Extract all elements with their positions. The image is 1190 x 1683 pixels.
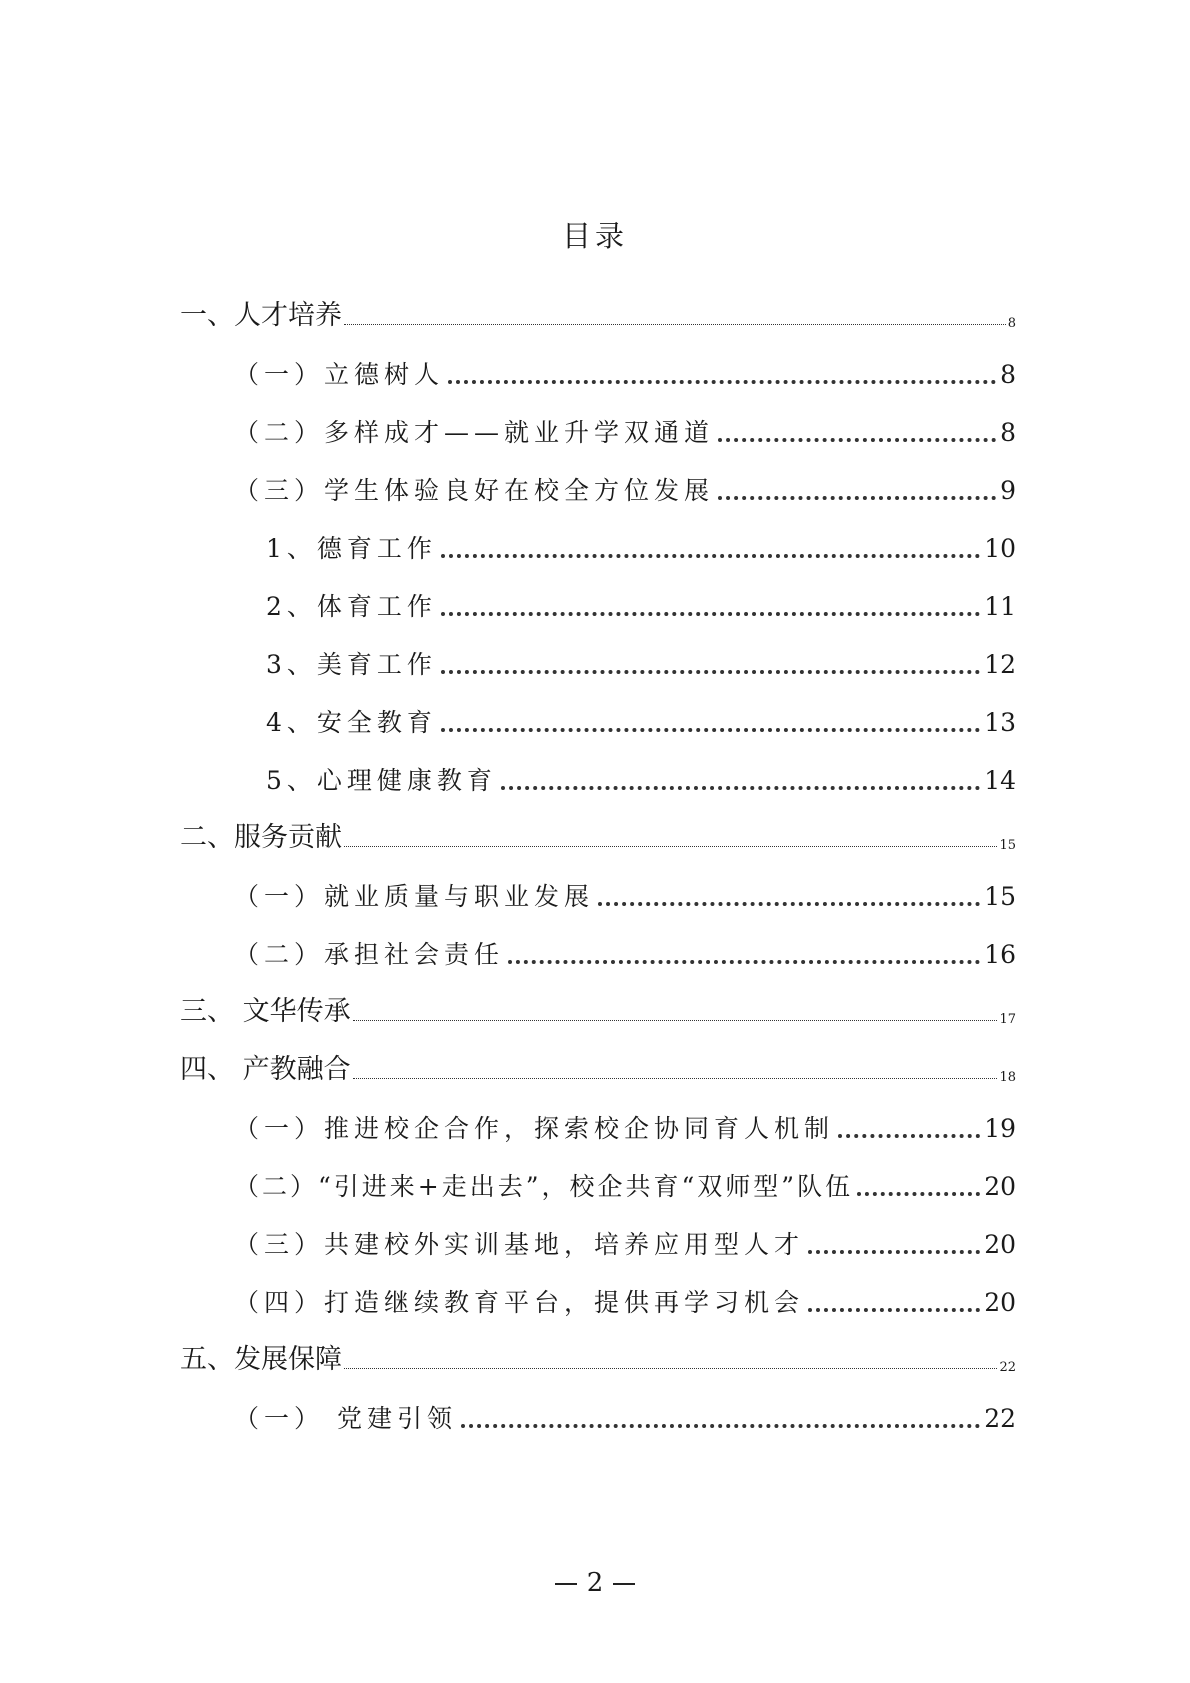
- toc-entry[interactable]: [180, 865, 1016, 913]
- dot-leader: [508, 956, 980, 964]
- toc-entry[interactable]: [180, 1329, 1016, 1377]
- toc-entry-label: 一、人才培养: [180, 300, 342, 331]
- toc-entry-page: 9: [1000, 476, 1016, 505]
- toc-entry[interactable]: [180, 691, 1016, 739]
- toc-entry[interactable]: [180, 285, 1016, 333]
- toc-entry[interactable]: [180, 807, 1016, 855]
- dot-leader: [718, 434, 996, 442]
- toc-entry[interactable]: [180, 517, 1016, 565]
- toc-entry-page: 15: [999, 838, 1016, 853]
- toc-entry-page: 8: [1000, 418, 1016, 447]
- toc-title: 目录: [561, 219, 628, 253]
- toc-entry-label: （二）承担社会责任: [234, 940, 505, 969]
- toc-entry-label: （二）多样成才——就业升学双通道: [234, 418, 715, 447]
- toc-entry[interactable]: [180, 459, 1016, 507]
- toc-entry-page: 18: [999, 1070, 1016, 1085]
- toc-entry[interactable]: [180, 923, 1016, 971]
- toc-entry-page: 20: [984, 1172, 1016, 1201]
- toc-entry[interactable]: [180, 1271, 1016, 1319]
- dot-leader: [344, 322, 1006, 325]
- toc-entry-page: 12: [984, 650, 1016, 679]
- toc-entry-label: 三、 文华传承: [180, 996, 351, 1027]
- page-footer: [0, 1568, 1190, 1598]
- page-number: 2: [586, 1568, 604, 1598]
- dot-leader: [598, 898, 980, 906]
- toc-entry-label: 3、美育工作: [266, 650, 437, 679]
- dot-leader: [353, 1076, 998, 1079]
- dash-right: [613, 1583, 635, 1585]
- dash-left: [555, 1583, 577, 1585]
- toc-entry[interactable]: [180, 981, 1016, 1029]
- toc-entry-label: 4、安全教育: [266, 708, 437, 737]
- toc-entry[interactable]: [180, 575, 1016, 623]
- dot-leader: [808, 1246, 980, 1254]
- dot-leader: [718, 492, 996, 500]
- dot-leader: [441, 724, 980, 732]
- toc-entry-label: 5、心理健康教育: [266, 766, 497, 795]
- toc-entry-label: （二）“引进来+走出去”，校企共育“双师型”队伍: [234, 1172, 854, 1201]
- toc-entry-page: 20: [984, 1288, 1016, 1317]
- toc-entry[interactable]: [180, 1213, 1016, 1261]
- toc-entry-page: 10: [984, 534, 1016, 563]
- toc-entry-label: 四、 产教融合: [180, 1054, 351, 1085]
- toc-entry[interactable]: [180, 1155, 1016, 1203]
- toc-entry[interactable]: [180, 401, 1016, 449]
- toc-entry-page: 19: [984, 1114, 1016, 1143]
- toc-entry-label: （一）立德树人: [234, 360, 445, 389]
- toc-entry-label: 二、服务贡献: [180, 822, 342, 853]
- toc-entry-label: （四）打造继续教育平台，提供再学习机会: [234, 1288, 805, 1317]
- dot-leader: [344, 844, 997, 847]
- toc-entry-label: （一）就业质量与职业发展: [234, 882, 595, 911]
- toc-entry-page: 16: [984, 940, 1016, 969]
- toc-entry[interactable]: [180, 1387, 1016, 1435]
- toc-entry-label: 2、体育工作: [266, 592, 437, 621]
- toc-entry-page: 15: [984, 882, 1016, 911]
- toc-entry-label: （一）推进校企合作，探索校企协同育人机制: [234, 1114, 835, 1143]
- toc-entry-page: 22: [984, 1404, 1016, 1433]
- dot-leader: [808, 1304, 980, 1312]
- toc-entry[interactable]: [180, 343, 1016, 391]
- dot-leader: [353, 1018, 998, 1021]
- toc-entry-page: 20: [984, 1230, 1016, 1259]
- toc-entry-page: 14: [984, 766, 1016, 795]
- toc-entry-page: 11: [984, 592, 1016, 621]
- toc-entry-page: 8: [1000, 360, 1016, 389]
- dot-leader: [461, 1420, 980, 1428]
- toc-entry-page: 22: [999, 1360, 1016, 1375]
- toc-entry-label: （三）学生体验良好在校全方位发展: [234, 476, 715, 505]
- dot-leader: [857, 1188, 980, 1196]
- toc-entry-label: 1、德育工作: [266, 534, 437, 563]
- toc-entry[interactable]: [180, 749, 1016, 797]
- toc-entry-page: 8: [1007, 316, 1016, 331]
- toc-entry-label: 五、发展保障: [180, 1344, 342, 1375]
- toc-entry-page: 17: [999, 1012, 1016, 1027]
- toc-entry-label: （一） 党建引领: [234, 1404, 457, 1433]
- dot-leader: [441, 666, 980, 674]
- dot-leader: [838, 1130, 980, 1138]
- dot-leader: [441, 550, 980, 558]
- dot-leader: [448, 376, 996, 384]
- toc-entry[interactable]: [180, 1039, 1016, 1087]
- dot-leader: [344, 1366, 997, 1369]
- toc-entry-label: （三）共建校外实训基地，培养应用型人才: [234, 1230, 805, 1259]
- dot-leader: [441, 608, 980, 616]
- toc-entry-page: 13: [984, 708, 1016, 737]
- dot-leader: [501, 782, 980, 790]
- toc-entry[interactable]: [180, 633, 1016, 681]
- toc-entry[interactable]: [180, 1097, 1016, 1145]
